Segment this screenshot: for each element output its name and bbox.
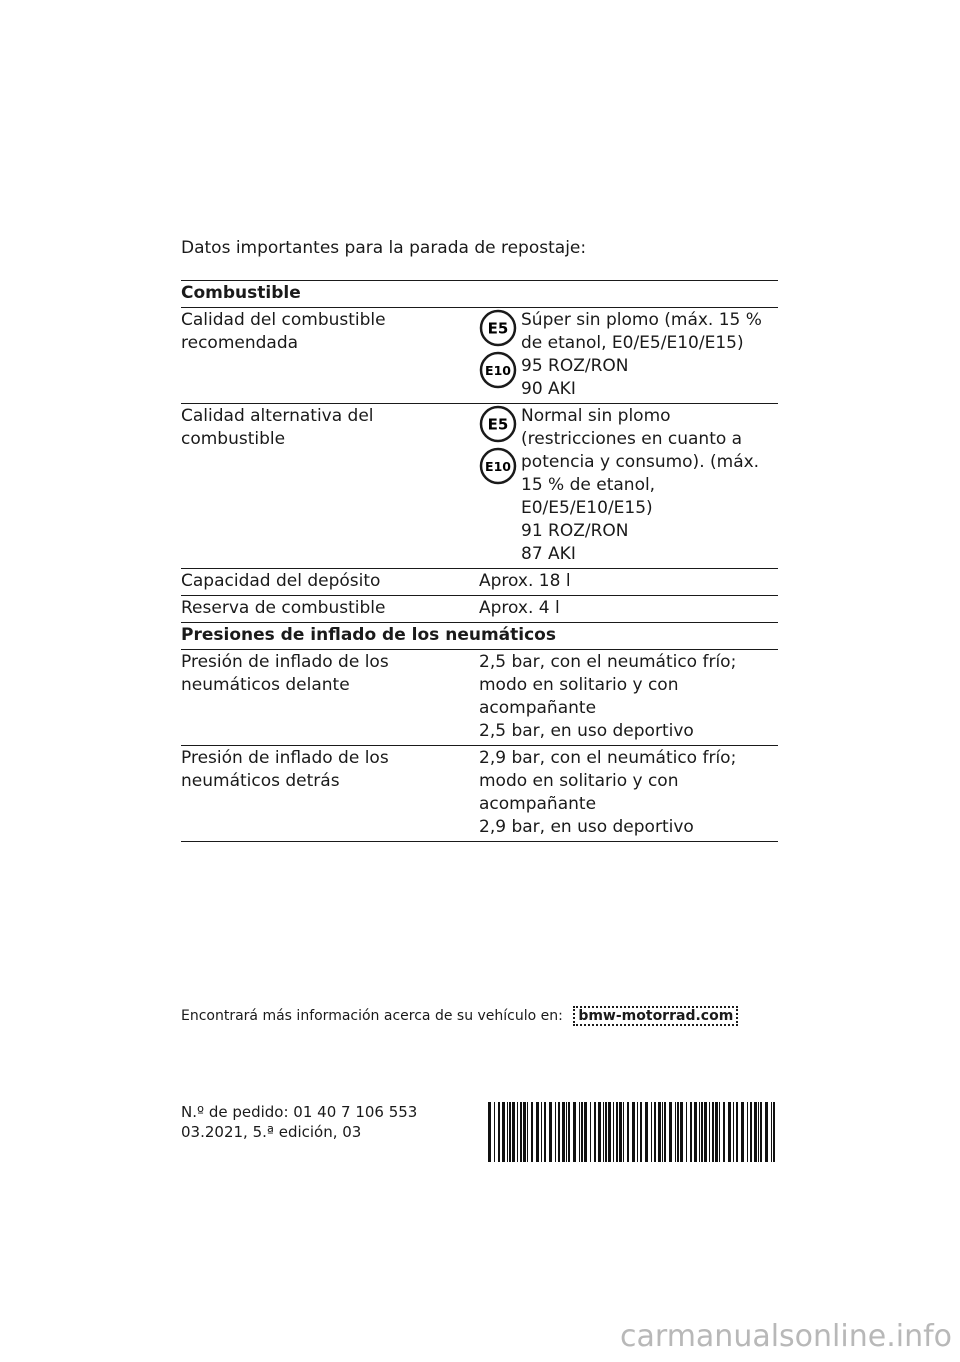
value-line: 95 ROZ/RON bbox=[521, 356, 629, 376]
row-value bbox=[479, 650, 778, 746]
value-line: Normal sin plomo (restricciones en cuanto a potencia y consumo). (máx. 15 % de etanol, E0/E5/E10/E15) bbox=[521, 406, 760, 518]
row-label: Calidad alternativa del combustible bbox=[181, 404, 479, 569]
table-row-rear-pressure bbox=[181, 746, 778, 842]
table-row-alternative-fuel bbox=[181, 404, 778, 569]
watermark: carmanualsonline.info bbox=[620, 1319, 952, 1354]
section-title-fuel: Combustible bbox=[181, 281, 778, 308]
value-line: 2,5 bar, en uso deportivo bbox=[479, 721, 694, 741]
fuel-data-table bbox=[181, 280, 778, 842]
value-line: Súper sin plomo (máx. 15 % de etanol, E0/E5/E10/E15) bbox=[521, 310, 762, 353]
value-line: 91 ROZ/RON bbox=[521, 521, 629, 541]
value-line: 87 AKI bbox=[521, 544, 576, 564]
row-value: Aprox. 18 l bbox=[479, 569, 778, 596]
row-value bbox=[479, 746, 778, 842]
section-row-fuel bbox=[181, 281, 778, 308]
section-row-tires bbox=[181, 623, 778, 650]
table-row-tank-capacity bbox=[181, 569, 778, 596]
row-value bbox=[479, 308, 778, 404]
order-info bbox=[181, 1102, 417, 1142]
row-label: Presión de inflado de los neumáticos detrás bbox=[181, 746, 479, 842]
more-info-text: Encontrará más información acerca de su vehículo en: bbox=[181, 1008, 563, 1024]
e5-fuel-icon bbox=[479, 309, 517, 347]
row-value: Aprox. 4 l bbox=[479, 596, 778, 623]
section-title-tires: Presiones de inflado de los neumáticos bbox=[181, 623, 778, 650]
value-line: 90 AKI bbox=[521, 379, 576, 399]
bmw-motorrad-link[interactable]: bmw-motorrad.com bbox=[573, 1006, 738, 1026]
e10-fuel-icon bbox=[479, 447, 517, 485]
table-row-front-pressure bbox=[181, 650, 778, 746]
row-label: Presión de inflado de los neumáticos delante bbox=[181, 650, 479, 746]
intro-text: Datos importantes para la parada de repostaje: bbox=[181, 238, 587, 258]
order-number: N.º de pedido: 01 40 7 106 553 bbox=[181, 1103, 418, 1121]
svg-text:E5: E5 bbox=[487, 319, 509, 338]
row-label: Reserva de combustible bbox=[181, 596, 479, 623]
e5-fuel-icon bbox=[479, 405, 517, 443]
barcode-image bbox=[486, 1102, 778, 1162]
svg-text:E5: E5 bbox=[487, 415, 509, 434]
row-value bbox=[479, 404, 778, 569]
value-line: 2,9 bar, en uso deportivo bbox=[479, 817, 694, 837]
more-info-line bbox=[181, 1008, 738, 1024]
table-row-fuel-reserve bbox=[181, 596, 778, 623]
svg-text:E10: E10 bbox=[485, 459, 511, 474]
svg-text:E10: E10 bbox=[485, 363, 511, 378]
e10-fuel-icon bbox=[479, 351, 517, 389]
row-label: Capacidad del depósito bbox=[181, 569, 479, 596]
edition-info: 03.2021, 5.ª edición, 03 bbox=[181, 1123, 362, 1141]
value-line: 2,9 bar, con el neumático frío; modo en solitario y con acompañante bbox=[479, 748, 737, 814]
value-line: 2,5 bar, con el neumático frío; modo en solitario y con acompañante bbox=[479, 652, 737, 718]
row-label: Calidad del combustible recomendada bbox=[181, 308, 479, 404]
table-row-recommended-fuel bbox=[181, 308, 778, 404]
